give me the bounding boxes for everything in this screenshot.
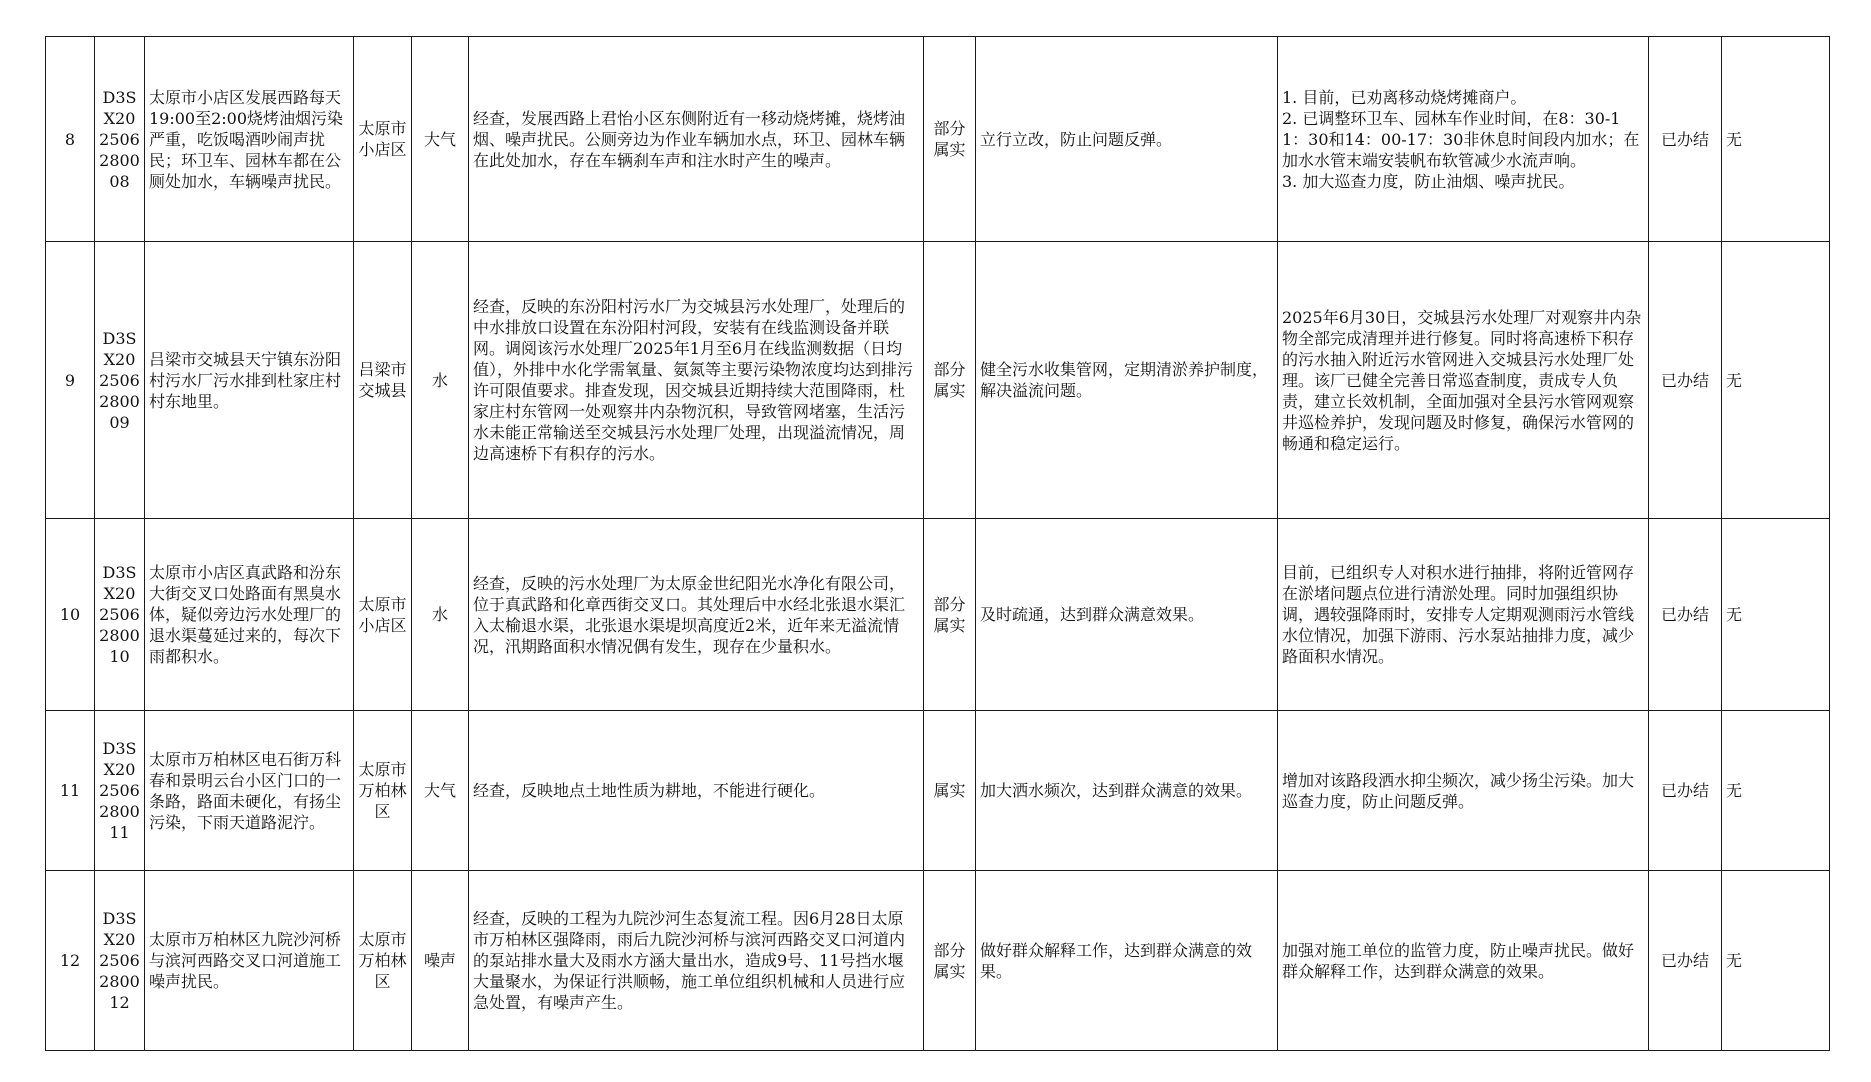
case-status: 已办结 <box>1649 711 1722 871</box>
row-number: 8 <box>46 37 95 242</box>
handling-requirement: 加大洒水频次，达到群众满意的效果。 <box>976 711 1278 871</box>
table-row <box>46 519 1830 711</box>
complaint-content: 太原市小店区发展西路每天19:00至2:00烧烤油烟污染严重，吃饭喝酒吵闹声扰民；环卫车、园林车都在公厕处加水，车辆噪声扰民。 <box>145 37 354 242</box>
complaint-content: 太原市万柏林区电石街万科春和景明云台小区门口的一条路，路面未硬化，有扬尘污染，下雨天道路泥泞。 <box>145 711 354 871</box>
row-number: 12 <box>46 871 95 1051</box>
rectification-status: 目前，已组织专人对积水进行抽排，将附近管网存在淤堵问题点位进行清淤处理。同时加强组织协调，遇较强降雨时，安排专人定期观测雨污水管线水位情况，加强下游雨、污水泵站抽排力度，减少路面积水情况。 <box>1278 519 1649 711</box>
verdict: 部分属实 <box>924 37 976 242</box>
pollution-type: 大气 <box>412 37 469 242</box>
accountability: 无 <box>1722 37 1830 242</box>
accountability: 无 <box>1722 519 1830 711</box>
pollution-type: 噪声 <box>412 871 469 1051</box>
verdict: 部分属实 <box>924 519 976 711</box>
handling-requirement: 及时疏通，达到群众满意效果。 <box>976 519 1278 711</box>
pollution-type: 水 <box>412 519 469 711</box>
investigation-result: 经查，反映地点土地性质为耕地，不能进行硬化。 <box>469 711 924 871</box>
handling-requirement: 立行立改，防止问题反弹。 <box>976 37 1278 242</box>
row-number: 10 <box>46 519 95 711</box>
verdict: 部分属实 <box>924 871 976 1051</box>
accountability: 无 <box>1722 711 1830 871</box>
case-status: 已办结 <box>1649 37 1722 242</box>
case-status: 已办结 <box>1649 242 1722 519</box>
handling-requirement: 做好群众解释工作，达到群众满意的效果。 <box>976 871 1278 1051</box>
complaint-content: 吕梁市交城县天宁镇东汾阳村污水厂污水排到杜家庄村村东地里。 <box>145 242 354 519</box>
case-table <box>45 36 1830 1051</box>
investigation-result: 经查，反映的东汾阳村污水厂为交城县污水处理厂，处理后的中水排放口设置在东汾阳村河段，安装有在线监测设备并联网。调阅该污水处理厂2025年1月至6月在线监测数据（日均值），外排中水化学需氧量、氨氮等主要污染物浓度均达到排污许可限值要求。排查发现，因交城县近期持续大范围降雨，杜家庄村东管网一处观察井内杂物沉积，导致管网堵塞，生活污水未能正常输送至交城县污水处理厂处理，出现溢流情况，周边高速桥下有积存的污水。 <box>469 242 924 519</box>
accountability: 无 <box>1722 242 1830 519</box>
investigation-result: 经查，发展西路上君怡小区东侧附近有一移动烧烤摊，烧烤油烟、噪声扰民。公厕旁边为作业车辆加水点，环卫、园林车辆在此处加水，存在车辆刹车声和注水时产生的噪声。 <box>469 37 924 242</box>
table-row <box>46 37 1830 242</box>
table-row <box>46 871 1830 1051</box>
verdict: 部分属实 <box>924 242 976 519</box>
row-number: 9 <box>46 242 95 519</box>
investigation-result: 经查，反映的污水处理厂为太原金世纪阳光水净化有限公司，位于真武路和化章西街交叉口。其处理后中水经北张退水渠汇入太榆退水渠，北张退水渠堤坝高度近2米，近年来无溢流情况，汛期路面积水情况偶有发生，现存在少量积水。 <box>469 519 924 711</box>
verdict: 属实 <box>924 711 976 871</box>
row-number: 11 <box>46 711 95 871</box>
complaint-content: 太原市小店区真武路和汾东大街交叉口处路面有黑臭水体，疑似旁边污水处理厂的退水渠蔓延过来的，每次下雨都积水。 <box>145 519 354 711</box>
case-id: D3SX202506280008 <box>95 37 145 242</box>
handling-requirement: 健全污水收集管网，定期清淤养护制度，解决溢流问题。 <box>976 242 1278 519</box>
district: 太原市万柏林区 <box>354 871 412 1051</box>
case-id: D3SX202506280010 <box>95 519 145 711</box>
rectification-status: 加强对施工单位的监管力度，防止噪声扰民。做好群众解释工作，达到群众满意的效果。 <box>1278 871 1649 1051</box>
district: 太原市小店区 <box>354 519 412 711</box>
case-id: D3SX202506280011 <box>95 711 145 871</box>
district: 太原市小店区 <box>354 37 412 242</box>
rectification-status: 1. 目前，已劝离移动烧烤摊商户。 2. 已调整环卫车、园林车作业时间，在8：30-11：30和14：00-17：30非休息时间段内加水；在加水水管末端安装帆布软管减少水流声响。 3. 加大巡查力度，防止油烟、噪声扰民。 <box>1278 37 1649 242</box>
pollution-type: 大气 <box>412 711 469 871</box>
rectification-status: 2025年6月30日，交城县污水处理厂对观察井内杂物全部完成清理并进行修复。同时将高速桥下积存的污水抽入附近污水管网进入交城县污水处理厂处理。该厂已健全完善日常巡查制度，责成专人负责，建立长效机制，全面加强对全县污水管网观察井巡检养护，发现问题及时修复，确保污水管网的畅通和稳定运行。 <box>1278 242 1649 519</box>
pollution-type: 水 <box>412 242 469 519</box>
district: 太原市万柏林区 <box>354 711 412 871</box>
case-id: D3SX202506280009 <box>95 242 145 519</box>
table-row <box>46 711 1830 871</box>
accountability: 无 <box>1722 871 1830 1051</box>
table-row <box>46 242 1830 519</box>
case-id: D3SX202506280012 <box>95 871 145 1051</box>
investigation-result: 经查，反映的工程为九院沙河生态复流工程。因6月28日太原市万柏林区强降雨，雨后九院沙河桥与滨河西路交叉口河道内的泵站排水量大及雨水方涵大量出水，造成9号、11号挡水堰大量聚水，为保证行洪顺畅，施工单位组织机械和人员进行应急处置，有噪声产生。 <box>469 871 924 1051</box>
rectification-status: 增加对该路段洒水抑尘频次，减少扬尘污染。加大巡查力度，防止问题反弹。 <box>1278 711 1649 871</box>
district: 吕梁市交城县 <box>354 242 412 519</box>
complaint-content: 太原市万柏林区九院沙河桥与滨河西路交叉口河道施工噪声扰民。 <box>145 871 354 1051</box>
case-status: 已办结 <box>1649 871 1722 1051</box>
case-status: 已办结 <box>1649 519 1722 711</box>
